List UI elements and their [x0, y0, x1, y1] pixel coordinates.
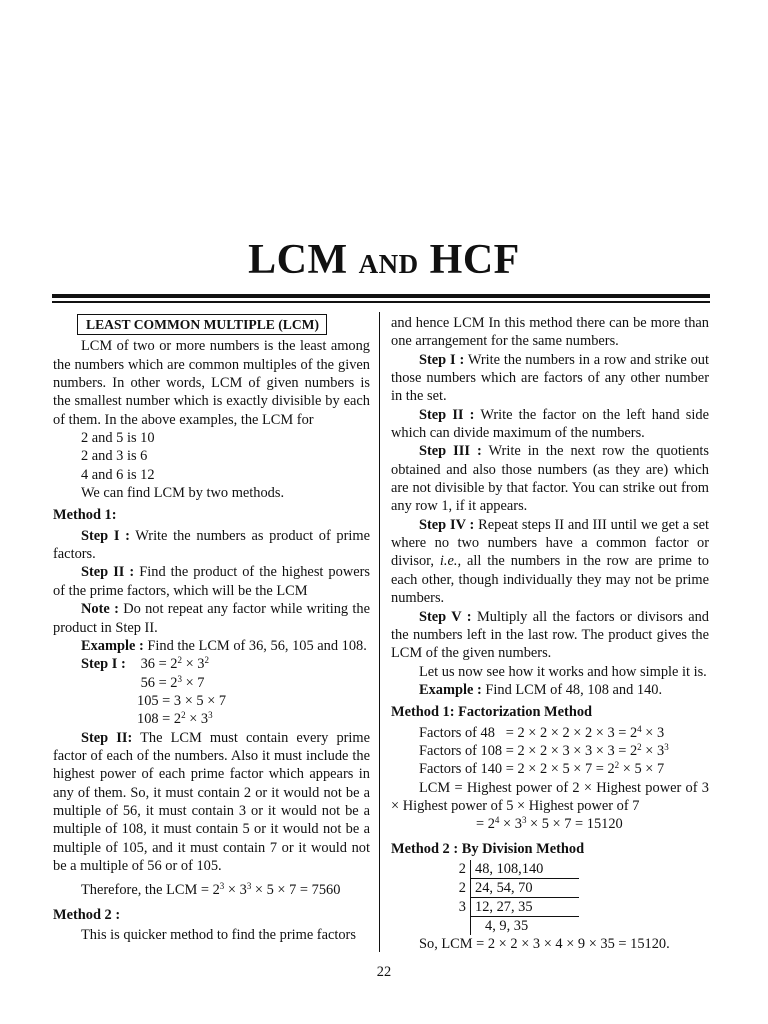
step-iii-paragraph: Step III : Write in the next row the quotients obtained and also those numbers (as they are) which are not divisible by that factor. You can strike out from any row 1, if it appears. — [391, 443, 709, 515]
table-row: 2 48, 108,140 — [453, 860, 579, 879]
method2-heading: Method 2 : — [53, 906, 121, 923]
step-iv-paragraph: Step IV : Repeat steps II and III until we get a set where no two numbers have a common factor or divisor, i.e., all the numbers in the row are prime to each other, though individually they may not be prime numbers. — [391, 516, 709, 607]
continuation-text: and hence LCM In this method there can be more than one arrangement for the same numbers. — [391, 315, 709, 350]
title-rule-thin — [52, 301, 710, 303]
lcm-highest-power: LCM = Highest power of 2 × Highest power of 3 × Highest power of 5 × Highest power of 7 — [391, 779, 709, 814]
let-us-line: Let us now see how it works and how simple it is. — [419, 663, 707, 680]
two-methods-line: We can find LCM by two methods. — [81, 485, 285, 502]
table-row: 3 12, 27, 35 — [453, 897, 579, 916]
stepII-paragraph: Step II: The LCM must contain every prime factor of each of the numbers. Also it must include the highest power of each prime factor which appears in any of them. So, it must contain 2 or it would not be a multiple of 56, it must contain 3 or it would not be a multiple of 108, it must contain 5 or it would not be a multiple of 105, and it must contain 7 or it would not be a multiple of 56 or of 105. — [53, 729, 371, 874]
factor-line-36: Step I : $36 = 2^2 \times 3^2$ — [81, 655, 210, 673]
step-i-paragraph: Step I : Write the numbers in a row and strike out those numbers which are factors of any other number in the set. — [391, 351, 710, 405]
table-row: 2 24, 54, 70 — [453, 878, 579, 897]
division-table — [453, 860, 579, 935]
left-column — [53, 314, 370, 944]
factor-line-56: $56 = 2^3 \times 7$ — [137, 673, 205, 691]
lcm-value-line: = $2^4 \times 3^3 \times 5 \times 7 = 15120$ — [476, 815, 623, 833]
page-number: 22 — [376, 964, 392, 980]
factor-line: Factors of $140 = 2 \times 2 \times 5 \times 7 = 2^2 \times 5 \times 7$ — [419, 760, 665, 778]
factor-line-105: 105 = 3 × 5 × 7 — [137, 692, 227, 709]
factor-line: Factors of $48 = 2 \times 2 \times 2 \times 2 \times 3 = 2^4 \times 3$ — [419, 723, 665, 741]
method2-heading: Method 2 : By Division Method — [391, 840, 585, 857]
title-rule-thick — [52, 294, 710, 298]
factor-line-108: $108 = 2^2 \times 3^3$ — [137, 710, 213, 728]
example-line: 4 and 6 is 12 — [81, 466, 155, 483]
method1-heading: Method 1: — [53, 507, 117, 524]
lcm-intro: LCM of two or more numbers is the least among the numbers which are common multiples of the given numbers. In other words, LCM of given numbers is the smallest number which is exactly divisible by each of them. In the above examples, the LCM for — [53, 338, 370, 428]
step-v-paragraph: Step V : Multiply all the factors or divisors and the numbers left in the last row. The product gives the LCM of the given numbers. — [391, 608, 710, 662]
factor-line: Factors of $108 = 2 \times 2 \times 3 \times 3 \times 3 = 2^2 \times 3^3$ — [419, 741, 669, 759]
step2-paragraph: Step II : Find the product of the highest powers of the prime factors, which will be the LCM — [53, 564, 370, 599]
example-line: 2 and 5 is 10 — [81, 430, 155, 447]
table-row: 4, 9, 35 — [453, 916, 579, 935]
page-title: LCM AND HCF — [248, 237, 520, 283]
note-paragraph: Note : Do not repeat any factor while writing the product in Step II. — [53, 601, 370, 636]
final-lcm: So, LCM = 2 × 2 × 3 × 4 × 9 × 35 = 15120. — [419, 935, 670, 952]
method1-heading: Method 1: Factorization Method — [391, 704, 593, 721]
section-heading-box: LEAST COMMON MULTIPLE (LCM) — [77, 314, 327, 335]
example-paragraph: Example : Find the LCM of 36, 56, 105 and 108. — [81, 637, 367, 654]
method2-text: This is quicker method to find the prime factors — [81, 927, 356, 943]
lcm-result: Therefore, the LCM = $2^3 \times 3^3 \times 5 \times 7 = 7560$ — [81, 881, 341, 899]
step-ii-paragraph: Step II : Write the factor on the left hand side which can divide maximum of the numbers. — [391, 406, 709, 442]
example-line: 2 and 3 is 6 — [81, 448, 148, 465]
right-column — [391, 314, 709, 953]
column-divider — [379, 312, 380, 952]
step1-paragraph: Step I : Write the numbers as product of prime factors. — [53, 527, 370, 563]
example-paragraph: Example : Find LCM of 48, 108 and 140. — [419, 681, 663, 698]
